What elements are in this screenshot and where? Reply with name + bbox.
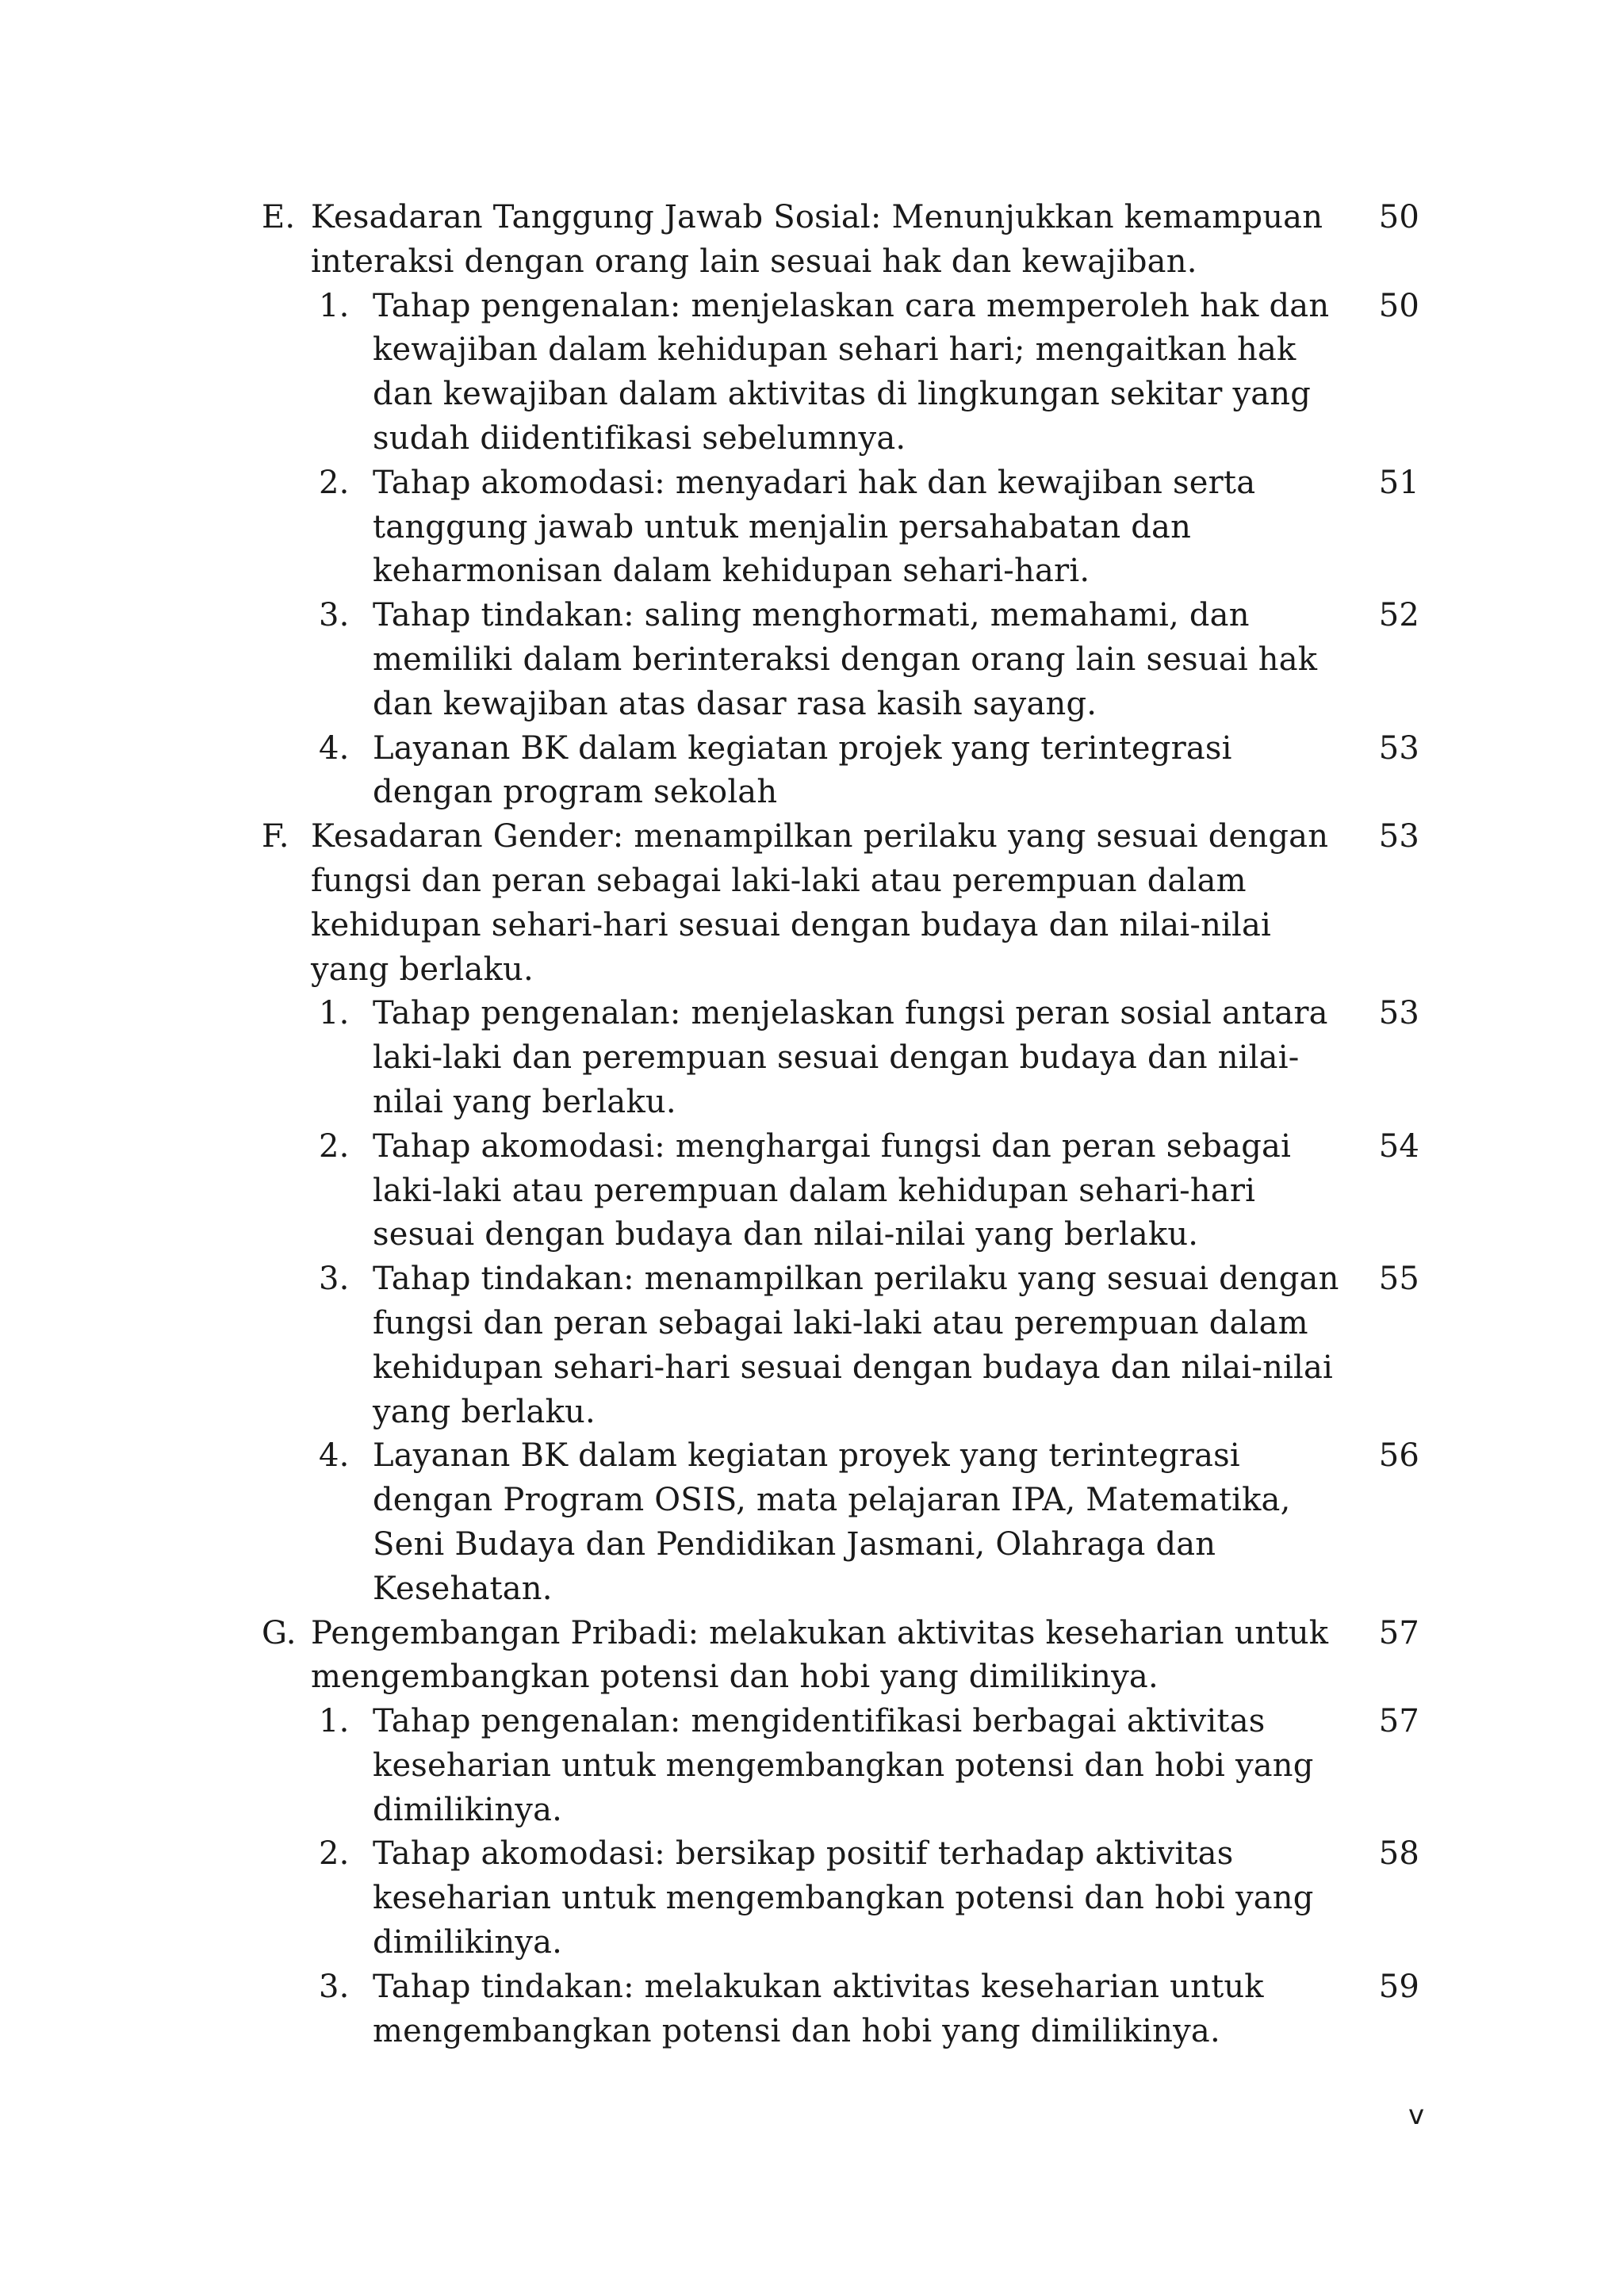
toc-entry-page: 58: [1378, 1835, 1419, 1873]
toc-entry-e-1: [262, 285, 1419, 461]
toc-entry-title: Tahap akomodasi: bersikap positif terhadap aktivitas keseharian untuk mengembangkan potensi dan hobi yang dimilikinya.: [373, 1835, 1314, 1961]
toc-entry-title: Tahap akomodasi: menyadari hak dan kewajiban serta tanggung jawab untuk menjalin persahabatan dan keharmonisan dalam kehidupan sehari-hari.: [373, 464, 1256, 590]
toc-entry-g-2: [262, 1832, 1419, 1965]
toc-entry-marker: G.: [262, 1614, 297, 1651]
toc-entry-title: Tahap pengenalan: mengidentifikasi berbagai aktivitas keseharian untuk mengembangkan potensi dan hobi yang dimilikinya.: [373, 1703, 1314, 1828]
toc-entry-title: Tahap tindakan: menampilkan perilaku yang sesuai dengan fungsi dan peran sebagai laki-laki atau perempuan dalam kehidupan sehari-hari sesuai dengan budaya dan nilai-nilai yang berlaku.: [373, 1261, 1339, 1430]
toc-entry-f-3: [262, 1257, 1419, 1434]
toc-entry-page: 53: [1378, 818, 1419, 855]
toc-entry-marker: 2.: [319, 1127, 350, 1165]
toc-entry-f: [262, 815, 1419, 992]
toc-entry-f-4: [262, 1434, 1419, 1611]
page-number: v: [1408, 2099, 1425, 2131]
toc-entry-title: Layanan BK dalam kegiatan projek yang terintegrasi dengan program sekolah: [373, 729, 1232, 811]
toc-entry-marker: 4.: [319, 1437, 350, 1475]
toc-entry-marker: 4.: [319, 729, 350, 767]
toc-entry-page: 50: [1378, 199, 1419, 235]
toc-entry-page: 53: [1378, 995, 1419, 1032]
toc-entry-marker: 3.: [319, 1261, 350, 1298]
toc-entry-marker: 1.: [319, 287, 350, 324]
toc-entry-marker: 1.: [319, 995, 350, 1032]
toc-entry-page: 52: [1378, 597, 1419, 634]
toc-entry-page: 53: [1378, 729, 1419, 767]
toc-entry-marker: 3.: [319, 1968, 350, 2005]
toc-entry-e-3: [262, 594, 1419, 726]
toc-entry-marker: 1.: [319, 1703, 350, 1740]
toc-entry-e: [262, 196, 1419, 285]
toc-entry-title: Layanan BK dalam kegiatan proyek yang terintegrasi dengan Program OSIS, mata pelajaran IPA, Matematika, Seni Budaya dan Pendidikan Jasmani, Olahraga dan Kesehatan.: [373, 1437, 1291, 1607]
toc-entry-title: Pengembangan Pribadi: melakukan aktivitas keseharian untuk mengembangkan potensi dan hobi yang dimilikinya.: [311, 1614, 1329, 1696]
toc-entry-page: 54: [1378, 1127, 1419, 1165]
toc-entry-page: 51: [1378, 464, 1419, 501]
toc-entry-g-1: [262, 1700, 1419, 1832]
toc-entry-page: 57: [1378, 1614, 1419, 1651]
toc-entry-title: Kesadaran Gender: menampilkan perilaku yang sesuai dengan fungsi dan peran sebagai laki-laki atau perempuan dalam kehidupan sehari-hari sesuai dengan budaya dan nilai-nilai yang berlaku.: [311, 818, 1329, 988]
toc-entry-title: Tahap pengenalan: menjelaskan cara memperoleh hak dan kewajiban dalam kehidupan sehari hari; mengaitkan hak dan kewajiban dalam aktivitas di lingkungan sekitar yang sudah diidentifikasi sebelumnya.: [373, 287, 1330, 457]
toc-entry-page: 56: [1378, 1437, 1419, 1475]
toc-entry-f-1: [262, 992, 1419, 1124]
toc-entry-title: Tahap akomodasi: menghargai fungsi dan peran sebagai laki-laki atau perempuan dalam kehidupan sehari-hari sesuai dengan budaya dan nilai-nilai yang berlaku.: [373, 1127, 1292, 1253]
toc-entry-title: Tahap tindakan: melakukan aktivitas keseharian untuk mengembangkan potensi dan hobi yang dimilikinya.: [373, 1968, 1264, 2049]
toc-entry-f-2: [262, 1125, 1419, 1257]
toc-entry-title: Tahap tindakan: saling menghormati, memahami, dan memiliki dalam berinteraksi dengan orang lain sesuai hak dan kewajiban atas dasar rasa kasih sayang.: [373, 597, 1318, 722]
toc-entry-marker: 2.: [319, 464, 350, 501]
toc-entry-g-3: [262, 1965, 1419, 2054]
toc-entry-page: 57: [1378, 1703, 1419, 1740]
toc-entry-page: 59: [1378, 1968, 1419, 2005]
toc-entry-g: [262, 1612, 1419, 1701]
toc-entry-page: 55: [1378, 1261, 1419, 1298]
toc-entry-marker: 2.: [319, 1835, 350, 1873]
toc-entry-title: Kesadaran Tanggung Jawab Sosial: Menunjukkan kemampuan interaksi dengan orang lain sesuai hak dan kewajiban.: [311, 199, 1323, 280]
toc-entry-marker: 3.: [319, 597, 350, 634]
toc-entry-title: Tahap pengenalan: menjelaskan fungsi peran sosial antara laki-laki dan perempuan sesuai dengan budaya dan nilai-nilai yang berlaku.: [373, 995, 1328, 1120]
toc-entry-marker: F.: [262, 818, 289, 855]
toc-entry-page: 50: [1378, 287, 1419, 324]
toc-entry-e-4: [262, 727, 1419, 816]
toc-entry-e-2: [262, 461, 1419, 594]
table-of-contents: [262, 196, 1419, 2053]
toc-entry-marker: E.: [262, 199, 296, 235]
